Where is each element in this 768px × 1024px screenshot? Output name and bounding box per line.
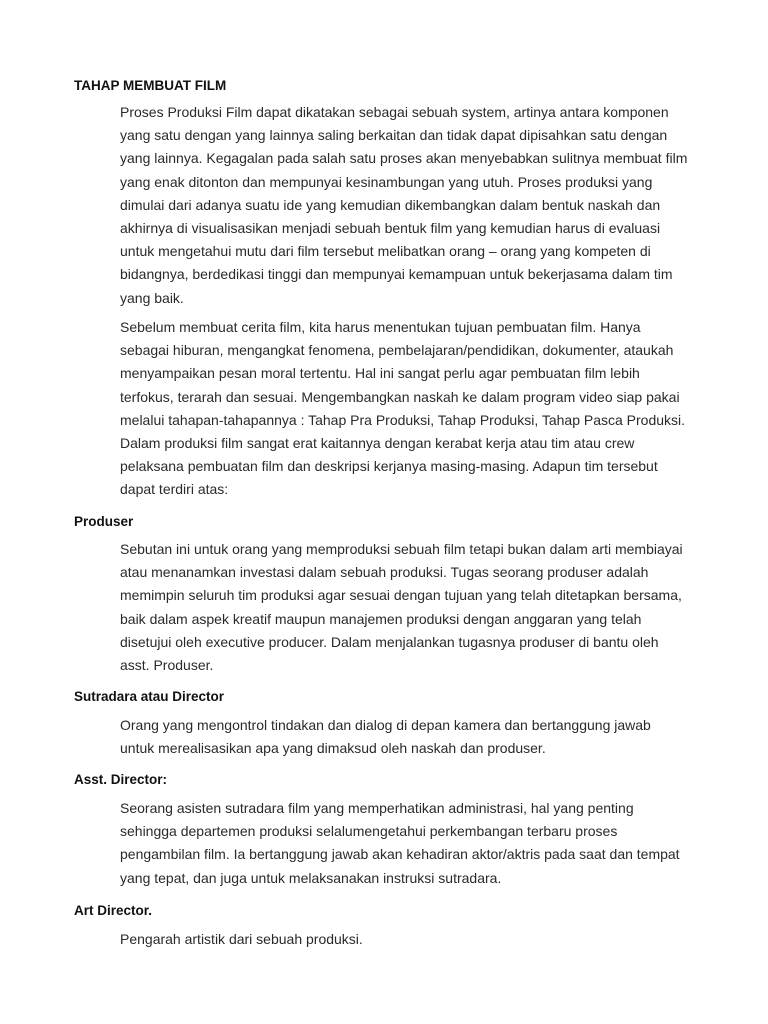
paragraph-line: melalui tahapan-tahapannya : Tahap Pra Produksi, Tahap Produksi, Tahap Pasca Produksi. xyxy=(120,411,686,428)
section-heading-produser: Produser xyxy=(74,514,134,529)
paragraph-line: yang satu dengan yang lainnya saling berkaitan dan tidak dapat dipisahkan satu dengan xyxy=(120,127,668,144)
paragraph-line: terfokus, terarah dan sesuai. Mengembangkan naskah ke dalam program video siap pakai xyxy=(120,388,680,405)
paragraph-line: Dalam produksi film sangat erat kaitannya dengan kerabat kerja atau tim atau crew xyxy=(120,435,635,452)
paragraph-line: memimpin seluruh tim produksi agar sesuai dengan tujuan yang telah ditetapkan bersama, xyxy=(120,587,682,604)
paragraph-line: atau menanamkan investasi dalam sebuah produksi. Tugas seorang produser adalah xyxy=(120,564,649,581)
paragraph-line: Seorang asisten sutradara film yang memperhatikan administrasi, hal yang penting xyxy=(120,800,634,816)
paragraph-line: baik dalam aspek kreatif maupun manajemen produksi dengan anggaran yang telah xyxy=(120,610,642,627)
paragraph-line: Pengarah artistik dari sebuah produksi. xyxy=(120,931,363,947)
paragraph-line: Sebelum membuat cerita film, kita harus menentukan tujuan pembuatan film. Hanya xyxy=(120,319,641,335)
section-heading-art-director: Art Director. xyxy=(74,903,153,918)
paragraph-line: yang lainnya. Kegagalan pada salah satu proses akan menyebabkan sulitnya membuat film xyxy=(120,150,688,167)
section-heading-sutradara: Sutradara atau Director xyxy=(74,689,225,704)
section-body-asst-director xyxy=(120,797,700,890)
section-heading-asst-director: Asst. Director: xyxy=(74,772,168,787)
paragraph-line: dapat terdiri atas: xyxy=(120,481,229,498)
paragraph-line: untuk merealisasikan apa yang dimaksud oleh naskah dan produser. xyxy=(120,740,546,757)
paragraph-line: pelaksana pembuatan film dan deskripsi kerjanya masing-masing. Adapun tim tersebut xyxy=(120,458,658,475)
paragraph-line: sehingga departemen produksi selalumengetahui perkembangan terbaru proses xyxy=(120,823,618,840)
paragraph-line: bidangnya, berdedikasi tinggi dan mempunyai kemampuan untuk bekerjasama dalam tim xyxy=(120,266,673,283)
section-body-sutradara xyxy=(120,714,700,760)
paragraph-line: menyampaikan pesan moral tertentu. Hal ini sangat perlu agar pembuatan film lebih xyxy=(120,365,640,382)
paragraph-line: untuk mengetahui mutu dari film tersebut melibatkan orang – orang yang kompeten di xyxy=(120,243,651,260)
document-title: TAHAP MEMBUAT FILM xyxy=(74,78,227,93)
paragraph-line: sebagai hiburan, mengangkat fenomena, pembelajaran/pendidikan, dokumenter, ataukah xyxy=(120,342,674,359)
paragraph-line: akhirnya di visualisasikan menjadi sebuah bentuk film yang kemudian harus di evaluasi xyxy=(120,220,661,237)
intro-paragraph-2 xyxy=(120,316,700,502)
paragraph-line: disetujui oleh executive producer. Dalam menjalankan tugasnya produser di bantu oleh xyxy=(120,633,659,650)
section-body-art-director xyxy=(120,928,700,951)
paragraph-line: yang baik. xyxy=(120,289,184,306)
paragraph-line: Sebutan ini untuk orang yang memproduksi sebuah film tetapi bukan dalam arti membiayai xyxy=(120,541,683,557)
paragraph-line: asst. Produser. xyxy=(120,657,214,674)
intro-paragraph-1 xyxy=(120,101,700,310)
paragraph-line: Proses Produksi Film dapat dikatakan sebagai sebuah system, artinya antara komponen xyxy=(120,104,669,120)
paragraph-line: yang enak ditonton dan mempunyai kesinambungan yang utuh. Proses produksi yang xyxy=(120,173,653,190)
paragraph-line: pengambilan film. Ia bertanggung jawab akan kehadiran aktor/aktris pada saat dan tempat xyxy=(120,846,680,863)
paragraph-line: dimulai dari adanya suatu ide yang kemudian dikembangkan dalam bentuk naskah dan xyxy=(120,196,661,213)
paragraph-line: yang tepat, dan juga untuk melaksanakan instruksi sutradara. xyxy=(120,869,502,886)
section-body-produser xyxy=(120,538,700,677)
paragraph-line: Orang yang mengontrol tindakan dan dialog di depan kamera dan bertanggung jawab xyxy=(120,717,651,733)
